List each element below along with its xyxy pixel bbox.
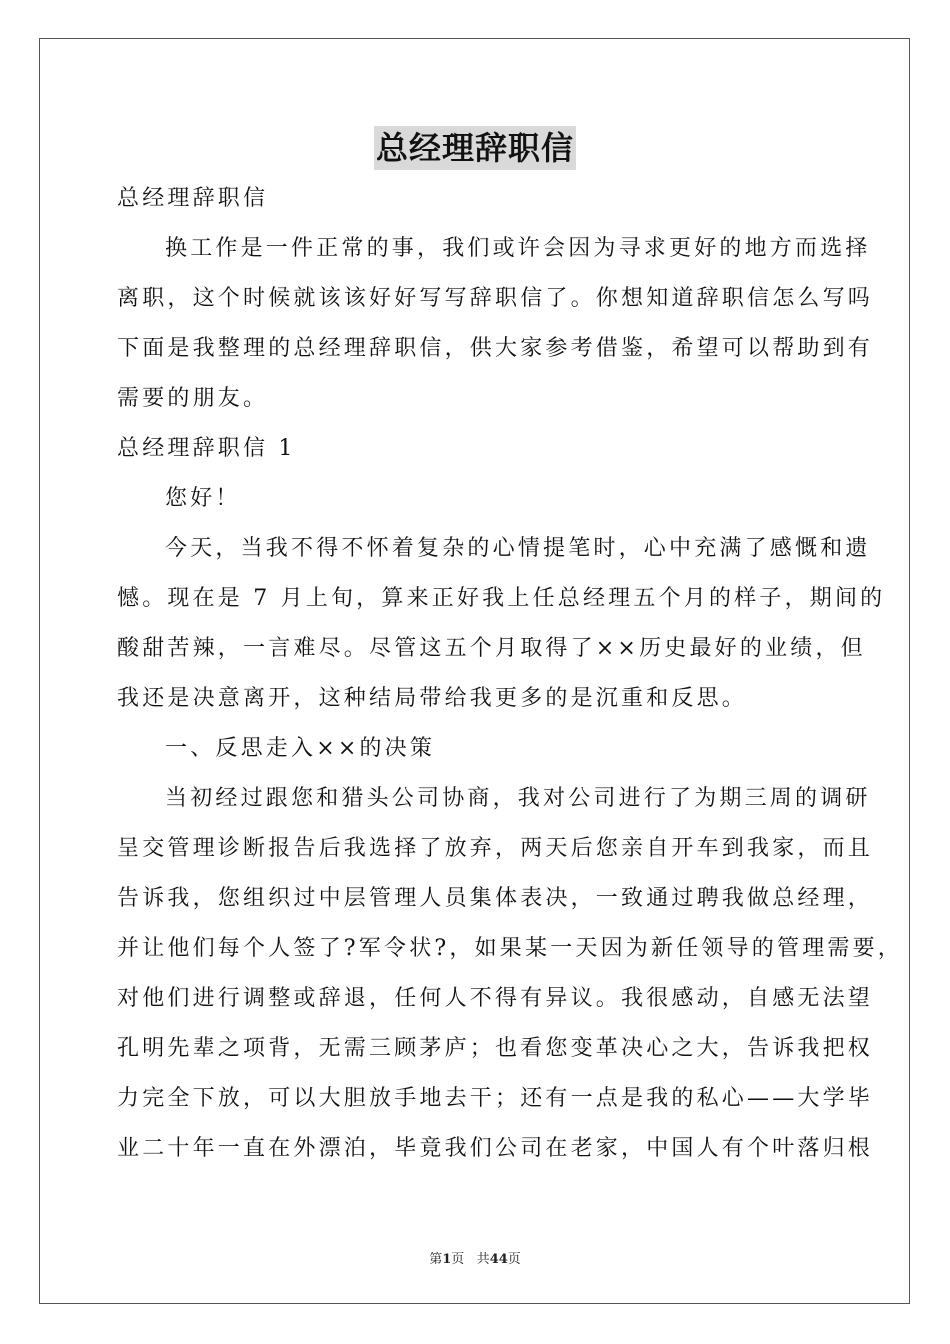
text-line: 力完全下放，可以大胆放手地去干；还有一点是我的私心——大学毕 bbox=[117, 1086, 874, 1111]
text-line: 今天，当我不得不怀着复杂的心情提笔时，心中充满了感慨和遗 bbox=[165, 536, 871, 561]
text-line: 并让他们每个人签了?军令状?，如果某一天因为新任领导的管理需要， bbox=[117, 936, 903, 961]
text-line: 离职，这个时候就该该好好写写辞职信了。你想知道辞职信怎么写吗 bbox=[117, 286, 874, 311]
text-line: 换工作是一件正常的事，我们或许会因为寻求更好的地方而选择 bbox=[165, 236, 871, 261]
text-line: 酸甜苦辣，一言难尽。尽管这五个月取得了××历史最好的业绩，但 bbox=[117, 636, 866, 661]
total-pages: 44 bbox=[489, 1252, 508, 1267]
text-line: 业二十年一直在外漂泊，毕竟我们公司在老家，中国人有个叶落归根 bbox=[117, 1136, 874, 1161]
text-line: 对他们进行调整或辞退，任何人不得有异议。我很感动，自感无法望 bbox=[117, 986, 874, 1011]
text-line: 总经理辞职信 bbox=[117, 186, 269, 211]
text-line: 需要的朋友。 bbox=[117, 386, 269, 411]
document-title-wrap bbox=[0, 126, 950, 170]
text-line: 下面是我整理的总经理辞职信，供大家参考借鉴，希望可以帮助到有 bbox=[117, 336, 874, 361]
text-line: 我还是决意离开，这种结局带给我更多的是沉重和反思。 bbox=[117, 686, 748, 711]
total-suffix: 页 bbox=[507, 1252, 521, 1267]
total-prefix: 共 bbox=[476, 1252, 490, 1267]
salutation: 您好！ bbox=[165, 486, 241, 511]
text-line: 憾。现在是 7 月上旬，算来正好我上任总经理五个月的样子，期间的 bbox=[117, 586, 886, 611]
section-heading: 总经理辞职信 1 bbox=[117, 436, 296, 461]
text-line: 当初经过跟您和猎头公司协商，我对公司进行了为期三周的调研 bbox=[165, 786, 871, 811]
text-line: 呈交管理诊断报告后我选择了放弃，两天后您亲自开车到我家，而且 bbox=[117, 836, 874, 861]
page-footer bbox=[0, 1248, 950, 1267]
page-suffix: 页 bbox=[451, 1252, 465, 1267]
document-title: 总经理辞职信 bbox=[374, 126, 576, 170]
page-number: 1 bbox=[442, 1252, 452, 1267]
text-line: 告诉我，您组织过中层管理人员集体表决，一致通过聘我做总经理， bbox=[117, 886, 874, 911]
page-prefix: 第 bbox=[429, 1252, 443, 1267]
subsection-heading: 一、反思走入××的决策 bbox=[165, 736, 436, 761]
text-line: 孔明先辈之项背，无需三顾茅庐；也看您变革决心之大，告诉我把权 bbox=[117, 1036, 874, 1061]
page-border bbox=[39, 38, 910, 1304]
